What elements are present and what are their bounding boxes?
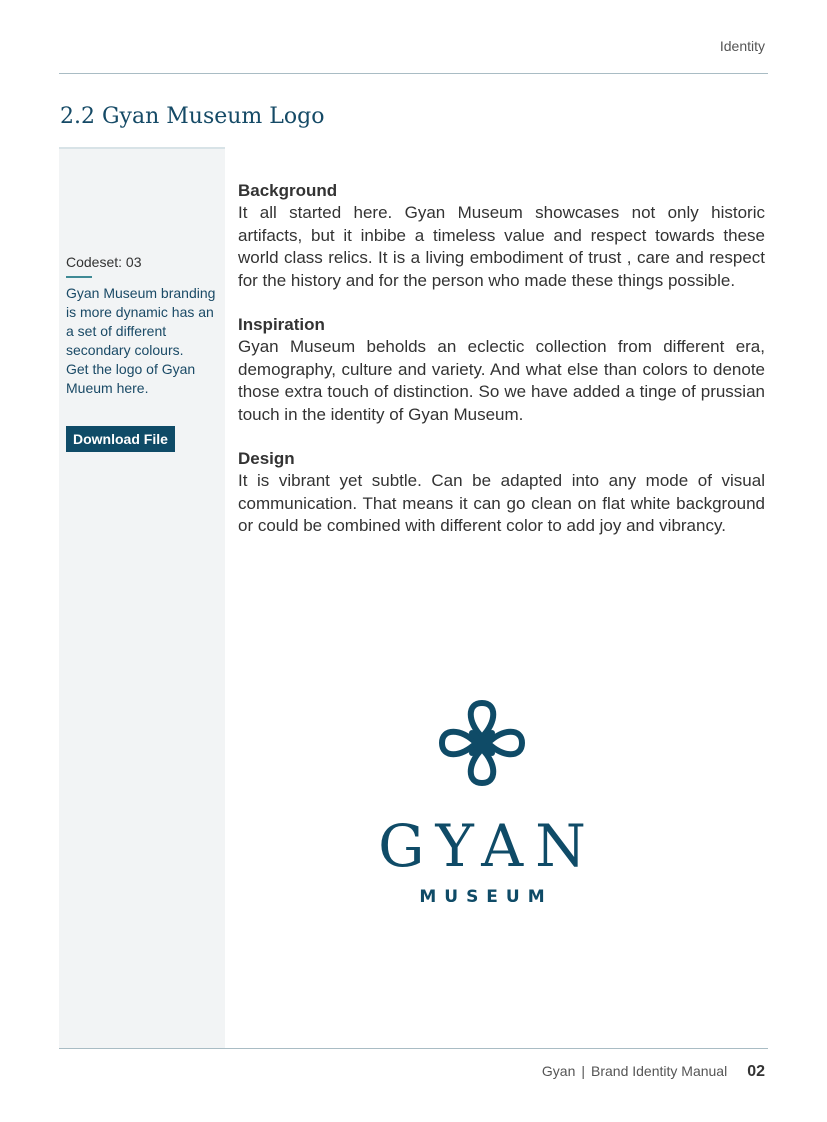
header-section-label: Identity [719,38,765,54]
sidebar [59,147,225,1048]
section-heading: Inspiration [238,315,325,334]
page-title: 2.2 Gyan Museum Logo [60,104,325,129]
logo-wordmark: GYAN [378,812,598,880]
page-number: 02 [747,1063,765,1080]
section-background [238,180,765,292]
download-file-button[interactable]: Download File [66,426,175,452]
codeset-divider [66,276,92,278]
footer-brand: Gyan [541,1063,576,1079]
section-design [238,448,765,538]
sidebar-description [66,284,222,398]
content-body [238,180,765,560]
section-heading: Design [238,449,295,468]
codeset-label: Codeset: 03 [66,254,142,270]
top-divider [59,73,768,74]
gyan-museum-logo [366,698,598,912]
footer-separator: | [581,1063,585,1079]
quatrefoil-icon [437,698,527,788]
bottom-divider [59,1048,768,1049]
section-body: Gyan Museum beholds an eclectic collection from different era, demography, culture and variety. And what else than colors to denote those extra touch of distinction. So we have added a tinge of prussian touch in the identity of Gyan Museum. [238,337,765,424]
footer-manual-title: Brand Identity Manual [591,1063,728,1079]
footer [542,1063,765,1081]
sidebar-description-text: Gyan Museum branding is more dynamic has an a set of different secondary colours. [66,285,216,358]
section-body: It is vibrant yet subtle. Can be adapted into any mode of visual communication. That means it can go clean on flat white background or could be combined with different color to add joy and vibrancy. [238,471,765,535]
section-inspiration [238,314,765,426]
section-heading: Background [238,181,338,200]
logo-subline: MUSEUM [419,887,553,907]
section-body: It all started here. Gyan Museum showcases not only historic artifacts, but it inbibe a timeless value and respect towards these world class relics. It is a living embodiment of trust , care and respect for the history and for the person who made these things possible. [238,203,765,290]
sidebar-cta-text: Get the logo of Gyan Mueum here. [66,361,196,396]
